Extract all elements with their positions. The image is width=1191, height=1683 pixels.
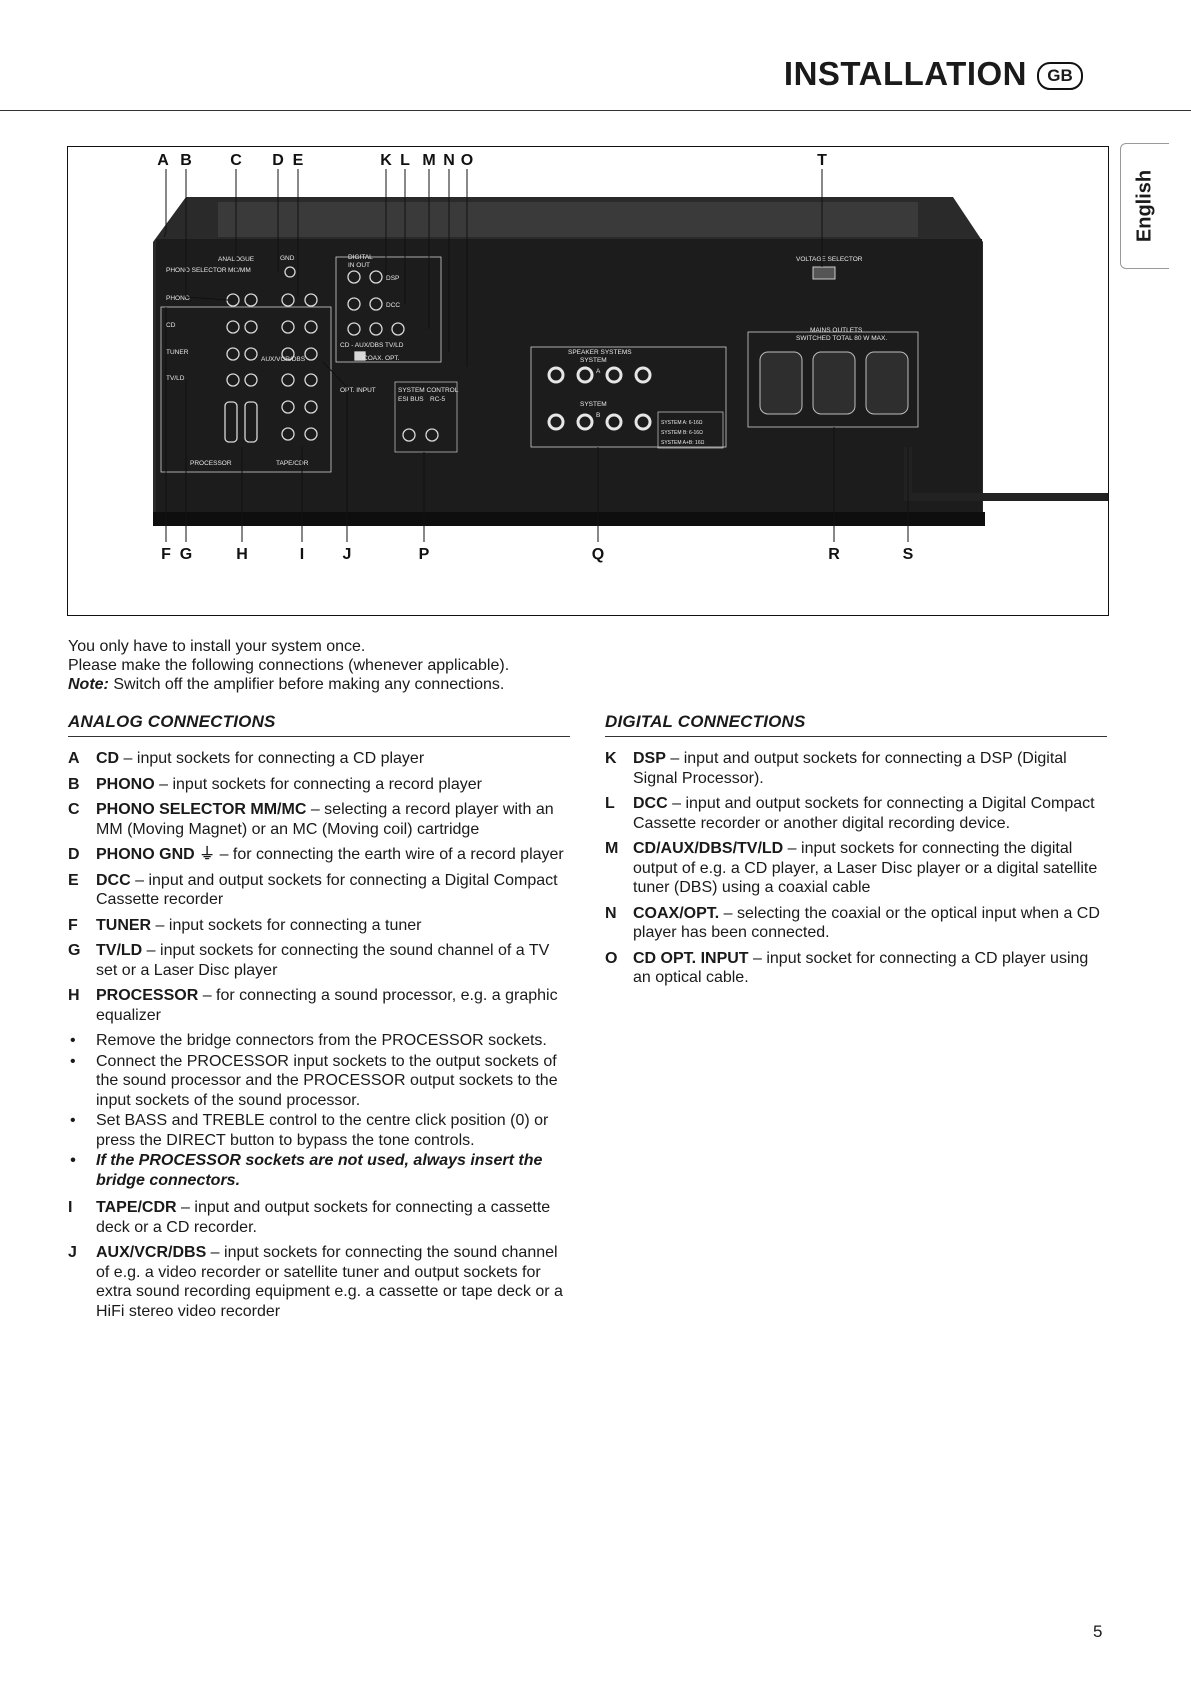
- bullet-dot: •: [70, 1152, 76, 1169]
- header-rule: [0, 110, 1191, 111]
- callout-p: P: [418, 546, 430, 563]
- label-system-control: SYSTEM CONTROL: [398, 387, 459, 394]
- label-mm-mc: MC/MM: [228, 267, 251, 274]
- label-impedance-ab: SYSTEM A+B: 16Ω: [661, 440, 705, 446]
- item-letter: K: [605, 750, 617, 767]
- intro-line-2: Please make the following connections (whenever applicable).: [68, 657, 510, 674]
- callout-t: T: [817, 152, 827, 169]
- item-letter: N: [605, 904, 617, 922]
- label-system-bottom: SYSTEM: [580, 401, 607, 408]
- item-description: – for connecting a sound processor, e.g. a graphic equalizer: [96, 987, 558, 1024]
- item-description: – input sockets for connecting a tuner: [151, 916, 422, 934]
- bullet-text: Connect the PROCESSOR input sockets to the output sockets of the sound processor and the PROCESSOR output sockets to the input sockets of the sound processor.: [96, 1052, 558, 1109]
- item-letter: G: [68, 942, 81, 959]
- label-impedance-a: SYSTEM A: 6-16Ω: [661, 420, 703, 426]
- callout-d: D: [272, 152, 284, 169]
- connection-item-a: [68, 749, 570, 769]
- analog-bullets: [68, 1031, 570, 1150]
- callout-j: J: [342, 546, 352, 563]
- item-name: DCC: [96, 871, 131, 889]
- item-description: – input socket for connecting a CD player using an optical cable.: [633, 949, 1089, 986]
- item-name: PHONO GND ⏚: [96, 846, 216, 863]
- bullet-item: [68, 1111, 570, 1150]
- item-description: – for connecting the earth wire of a record player: [215, 846, 564, 863]
- digital-items: [605, 749, 1107, 988]
- label-rc5: RC-5: [430, 396, 446, 403]
- label-dsp: DSP: [386, 275, 400, 282]
- label-processor: PROCESSOR: [190, 460, 232, 467]
- item-description: – input and output sockets for connecting a DSP (Digital Signal Processor).: [633, 750, 1067, 787]
- callout-q: Q: [591, 546, 605, 563]
- connection-item-k: [605, 749, 1107, 788]
- callout-o: O: [460, 152, 474, 169]
- item-description: – selecting a record player with an MM (Moving Magnet) or an MC (Moving coil) cartridge: [96, 801, 554, 838]
- connection-item-g: [68, 941, 570, 980]
- label-esi-bus: ESI BUS: [398, 396, 424, 403]
- item-description: – input sockets for connecting the sound channel of a TV set or a Laser Disc player: [96, 942, 550, 979]
- rear-panel-figure: [67, 146, 1109, 616]
- rear-panel-illustration: [68, 147, 1108, 615]
- label-aux: AUX/VCR/DBS: [261, 356, 306, 363]
- callout-l: L: [400, 152, 410, 169]
- label-cd-aux: CD - AUX/DBS TV/LD: [340, 342, 404, 349]
- item-letter: O: [605, 949, 618, 967]
- label-coax-opt: COAX. OPT.: [363, 355, 400, 362]
- connection-item-n: [605, 904, 1107, 943]
- callout-n: N: [443, 152, 455, 169]
- bullet-item: [68, 1031, 570, 1051]
- item-name: CD: [96, 750, 120, 767]
- item-description: – input and output sockets for connecting a Digital Compact Cassette recorder or another digital recording device.: [633, 795, 1095, 832]
- item-name: AUX/VCR/DBS: [96, 1244, 207, 1261]
- bullet-dot: •: [70, 1052, 76, 1070]
- label-cd: CD: [166, 322, 176, 329]
- label-opt-input: OPT. INPUT: [340, 387, 376, 394]
- label-in-out: IN OUT: [348, 262, 371, 269]
- label-system-top: SYSTEM: [580, 357, 607, 364]
- item-description: – selecting the coaxial or the optical input when a CD player has been connected.: [633, 904, 1100, 941]
- item-name: CD OPT. INPUT: [633, 949, 749, 967]
- item-name: PHONO: [96, 775, 155, 793]
- analog-column: [68, 712, 570, 1327]
- connection-item-f: [68, 916, 570, 936]
- connection-item-d: [68, 845, 570, 865]
- item-name: COAX/OPT.: [633, 904, 720, 922]
- connection-item-l: [605, 794, 1107, 833]
- language-tab-label: English: [1133, 169, 1156, 243]
- callout-g: G: [179, 546, 193, 563]
- item-letter: F: [68, 916, 78, 934]
- item-name: DSP: [633, 750, 666, 767]
- note-text: Switch off the amplifier before making any connections.: [108, 676, 505, 693]
- gb-badge: GB: [1037, 62, 1083, 90]
- label-tuner: TUNER: [166, 349, 189, 356]
- item-letter: D: [68, 846, 80, 863]
- item-letter: E: [68, 871, 79, 889]
- item-description: – input and output sockets for connecting a cassette deck or a CD recorder.: [96, 1199, 551, 1236]
- analog-heading: ANALOG CONNECTIONS: [68, 712, 570, 737]
- item-letter: I: [68, 1199, 73, 1216]
- intro-text: [68, 637, 608, 694]
- item-letter: C: [68, 801, 80, 818]
- label-gnd: GND: [280, 255, 295, 262]
- bullet-emphasis: [68, 1151, 570, 1190]
- label-impedance-b: SYSTEM B: 6-16Ω: [661, 430, 703, 436]
- item-name: TV/LD: [96, 942, 143, 959]
- label-system-b: B: [596, 412, 601, 419]
- label-switched-total: SWITCHED TOTAL 80 W MAX.: [796, 335, 888, 342]
- callout-e: E: [292, 152, 304, 169]
- callout-f: F: [161, 546, 171, 563]
- callout-i: I: [299, 546, 305, 563]
- callout-a: A: [157, 152, 169, 169]
- bullet-dot: •: [70, 1112, 76, 1129]
- analog-items: [68, 749, 570, 1025]
- callout-k: K: [380, 152, 392, 169]
- digital-heading: DIGITAL CONNECTIONS: [605, 712, 1107, 737]
- item-description: – input sockets for connecting a CD player: [119, 750, 425, 767]
- analog-items-2: [68, 1198, 570, 1321]
- item-letter: B: [68, 775, 80, 793]
- intro-line-1: You only have to install your system once.: [68, 638, 366, 655]
- note-label: Note:: [68, 676, 109, 693]
- item-letter: M: [605, 840, 619, 857]
- page-title-text: INSTALLATION: [783, 55, 1027, 92]
- digital-column: [605, 712, 1107, 994]
- label-phono: PHONO: [166, 295, 190, 302]
- voltage-selector-switch: [813, 267, 835, 279]
- bullet-emphasis-text: If the PROCESSOR sockets are not used, always insert the bridge connectors.: [96, 1152, 543, 1189]
- bullet-text: Set BASS and TREBLE control to the centre click position (0) or press the DIRECT button to bypass the tone controls.: [96, 1112, 549, 1149]
- bullet-dot: •: [70, 1032, 76, 1049]
- callout-r: R: [828, 546, 840, 563]
- label-speaker-systems: SPEAKER SYSTEMS: [568, 349, 632, 356]
- item-name: TAPE/CDR: [96, 1199, 177, 1216]
- callout-s: S: [902, 546, 914, 563]
- item-description: – input sockets for connecting the sound channel of e.g. a video recorder or satellite tuner and output sockets for extra sound recording equipment e.g. a cassette or tape deck or a HiFi stereo video recorder: [96, 1244, 563, 1320]
- label-system-a: A: [596, 368, 601, 375]
- item-letter: H: [68, 987, 80, 1004]
- connection-item-e: [68, 871, 570, 910]
- callout-b: B: [180, 152, 192, 169]
- label-phono-selector: PHONO SELECTOR: [166, 267, 227, 274]
- connection-item-c: [68, 800, 570, 839]
- connection-item-j: [68, 1243, 570, 1321]
- page-number: 5: [1093, 1622, 1103, 1641]
- item-name: CD/AUX/DBS/TV/LD: [633, 840, 784, 857]
- page-title: [784, 55, 1083, 93]
- callout-c: C: [230, 152, 242, 169]
- item-letter: A: [68, 750, 80, 767]
- connection-item-h: [68, 986, 570, 1025]
- item-name: TUNER: [96, 916, 152, 934]
- mains-outlets: [760, 352, 908, 414]
- item-description: – input sockets for connecting the digital output of e.g. a CD player, a Laser Disc player or a digital satellite tuner (DBS) using a coaxial cable: [633, 840, 1098, 896]
- bullet-text: Remove the bridge connectors from the PROCESSOR sockets.: [96, 1032, 547, 1049]
- item-name: PHONO SELECTOR MM/MC: [96, 801, 307, 818]
- label-mains-outlets: MAINS OUTLETS: [810, 327, 863, 334]
- connection-item-b: [68, 775, 570, 795]
- callout-h: H: [236, 546, 248, 563]
- callout-m: M: [422, 152, 436, 169]
- item-letter: J: [68, 1244, 77, 1261]
- item-name: DCC: [633, 795, 668, 812]
- item-letter: L: [605, 795, 615, 812]
- bullet-item: [68, 1052, 570, 1111]
- label-voltage-selector: VOLTAGE SELECTOR: [796, 256, 863, 263]
- item-description: – input sockets for connecting a record player: [154, 775, 482, 793]
- connection-item-i: [68, 1198, 570, 1237]
- connection-item-o: [605, 949, 1107, 988]
- label-analog: ANALOGUE: [218, 256, 255, 263]
- label-digital: DIGITAL: [348, 254, 373, 261]
- label-tv-ld: TV/LD: [166, 375, 185, 382]
- label-tape: TAPE/CDR: [276, 460, 309, 467]
- connection-item-m: [605, 839, 1107, 898]
- item-name: PROCESSOR: [96, 987, 199, 1004]
- label-dcc: DCC: [386, 302, 401, 309]
- intro-note: [68, 675, 608, 694]
- language-tab: [1120, 143, 1169, 269]
- item-description: – input and output sockets for connecting a Digital Compact Cassette recorder: [96, 871, 558, 908]
